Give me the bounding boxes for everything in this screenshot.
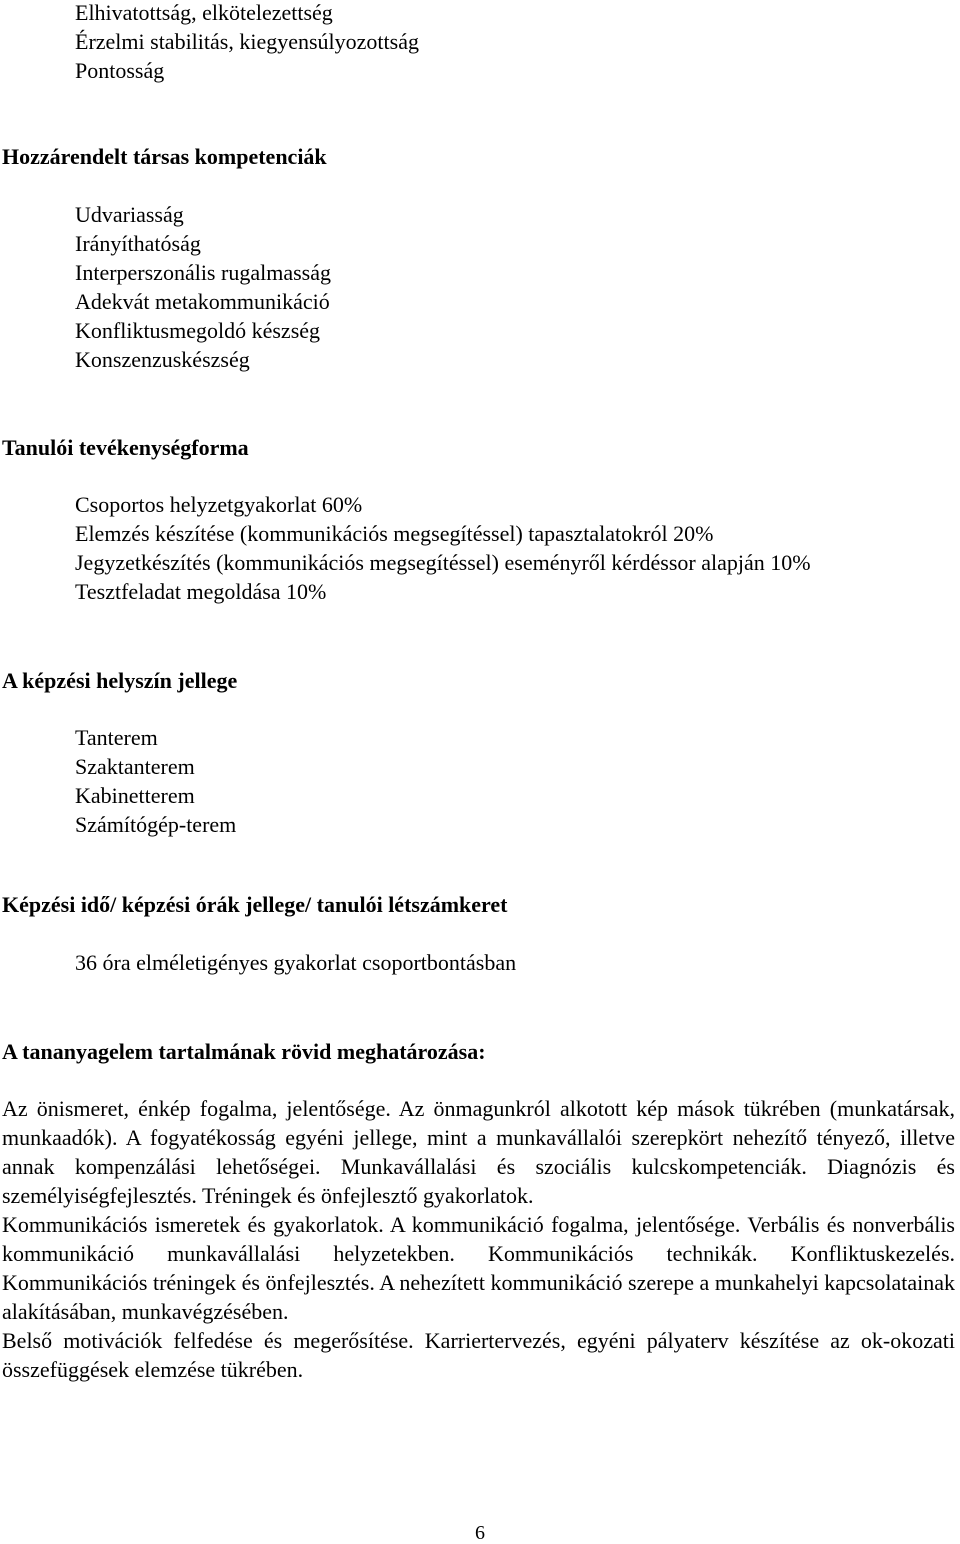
list-item: Elemzés készítése (kommunikációs megsegítéssel) tapasztalatokról 20% (75, 521, 714, 546)
list-item: Interperszonális rugalmasság (75, 260, 331, 285)
section-heading-content: A tananyagelem tartalmának rövid meghatározása: (2, 1039, 486, 1064)
list-item: Irányíthatóság (75, 231, 201, 256)
page-number: 6 (475, 1522, 485, 1544)
location-list (0, 723, 236, 839)
content-body (0, 1094, 955, 1384)
list-item: Adekvát metakommunikáció (75, 289, 330, 314)
top-list (0, 0, 419, 85)
list-item: Kabinetterem (75, 783, 195, 808)
list-item: Számítógép-terem (75, 812, 237, 837)
list-item: Szaktanterem (75, 754, 195, 779)
list-item: Jegyzetkészítés (kommunikációs megsegítéssel) eseményről kérdéssor alapján 10% (75, 550, 811, 575)
content-paragraph: Belső motivációk felfedése és megerősítése. Karriertervezés, egyéni pályaterv készítése az ok-okozati összefüggések elemzése tükrében. (2, 1328, 955, 1382)
content-paragraph: Az önismeret, énkép fogalma, jelentősége. Az önmagunkról alkotott kép mások tükrében (munkatársak, munkaadók). A fogyatékosság egyéni jellege, mint a munkavállalói szerepkört nehezítő tényező, illetve annak kompenzálási lehetőségei. Munkavállalási és szociális kulcskompetenciák. Diagnózis és személyiségfejlesztés. Tréningek és önfejlesztő gyakorlatok. (2, 1096, 955, 1208)
list-item: Konszenzuskészség (75, 347, 250, 372)
list-item: Pontosság (75, 58, 165, 83)
list-item: Tesztfeladat megoldása 10% (75, 579, 327, 604)
list-item: Csoportos helyzetgyakorlat 60% (75, 492, 363, 517)
section-heading-location: A képzési helyszín jellege (2, 668, 238, 693)
section-heading-time: Képzési idő/ képzési órák jellege/ tanulói létszámkeret (2, 892, 508, 917)
social-list (0, 200, 331, 374)
list-item: Konfliktusmegoldó készség (75, 318, 321, 343)
section-heading-social: Hozzárendelt társas kompetenciák (2, 144, 327, 169)
list-item: Udvariasság (75, 202, 184, 227)
list-item: Érzelmi stabilitás, kiegyensúlyozottság (75, 29, 419, 54)
section-heading-activity: Tanulói tevékenységforma (2, 435, 249, 460)
activity-list (0, 490, 811, 606)
list-item: Elhivatottság, elkötelezettség (75, 0, 333, 25)
time-text: 36 óra elméletigényes gyakorlat csoportbontásban (75, 950, 517, 975)
list-item: Tanterem (75, 725, 158, 750)
content-paragraph: Kommunikációs ismeretek és gyakorlatok. A kommunikáció fogalma, jelentősége. Verbális és nonverbális kommunikáció munkavállalási helyzetekben. Kommunikációs technikák. Konfliktuskezelés. Kommunikációs tréningek és önfejlesztés. A nehezített kommunikáció szerepe a munkahelyi kapcsolatainak alakításában, munkavégzésében. (2, 1212, 955, 1324)
